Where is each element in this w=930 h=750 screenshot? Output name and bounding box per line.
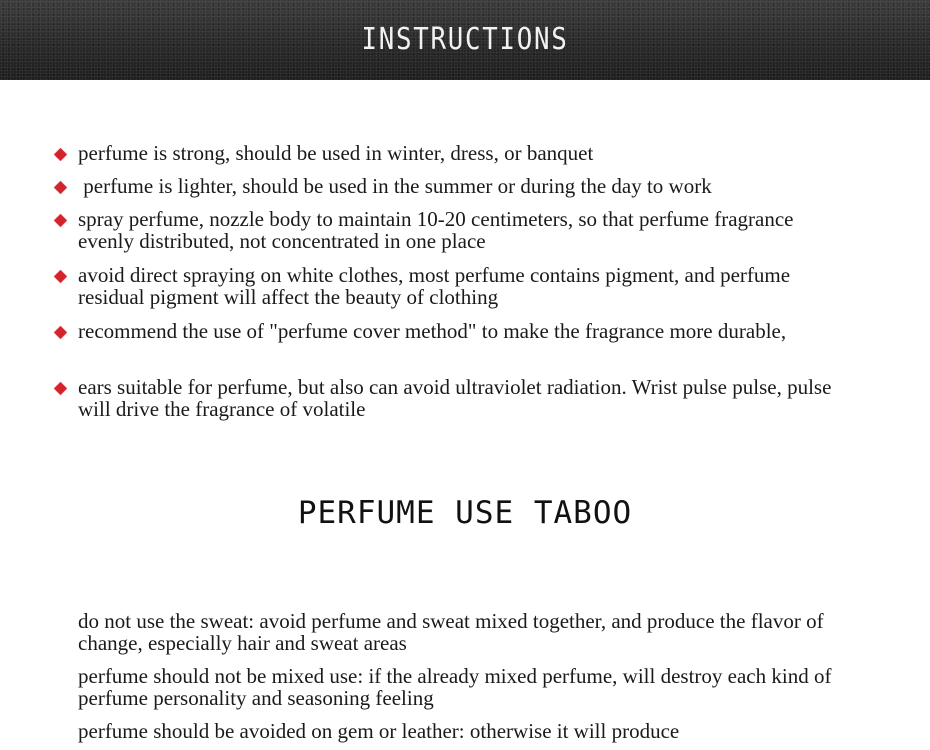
list-item: perfume should be avoided on gem or leather: otherwise it will produce	[78, 719, 680, 743]
list-item-text: ears suitable for perfume, but also can avoid ultraviolet radiation. Wrist pulse pulse, pulse will drive the fragrance of volatile	[78, 375, 832, 421]
list-item	[52, 175, 852, 208]
diamond-icon	[54, 214, 67, 227]
section-title: PERFUME USE TABOO	[297, 495, 633, 531]
list-item-text: perfume is lighter, should be used in the summer or during the day to work	[78, 174, 712, 198]
page-title: INSTRUCTIONS	[361, 22, 569, 57]
diamond-icon	[54, 270, 67, 283]
diamond-icon	[54, 148, 67, 161]
list-item	[52, 320, 852, 376]
diamond-icon	[54, 382, 67, 395]
list-item-text: spray perfume, nozzle body to maintain 10-20 centimeters, so that perfume fragrance evenly distributed, not concentrated in one place	[78, 207, 794, 253]
diamond-icon	[54, 326, 67, 339]
list-item: perfume should not be mixed use: if the already mixed perfume, will destroy each kind of perfume personality and seasoning feeling	[78, 664, 832, 710]
list-item-text: recommend the use of "perfume cover method" to make the fragrance more durable,	[78, 319, 787, 343]
list-item: do not use the sweat: avoid perfume and sweat mixed together, and produce the flavor of change, especially hair and sweat areas	[78, 609, 824, 655]
list-item	[52, 264, 852, 320]
list-item	[52, 208, 852, 264]
list-item-text: avoid direct spraying on white clothes, most perfume contains pigment, and perfume residual pigment will affect the beauty of clothing	[78, 263, 791, 309]
list-item-text: perfume is strong, should be used in winter, dress, or banquet	[78, 141, 594, 165]
list-item	[52, 376, 852, 432]
taboo-list	[78, 610, 878, 750]
header-banner	[0, 0, 930, 80]
diamond-icon	[54, 181, 67, 194]
instructions-list	[52, 142, 852, 432]
list-item	[52, 142, 852, 175]
